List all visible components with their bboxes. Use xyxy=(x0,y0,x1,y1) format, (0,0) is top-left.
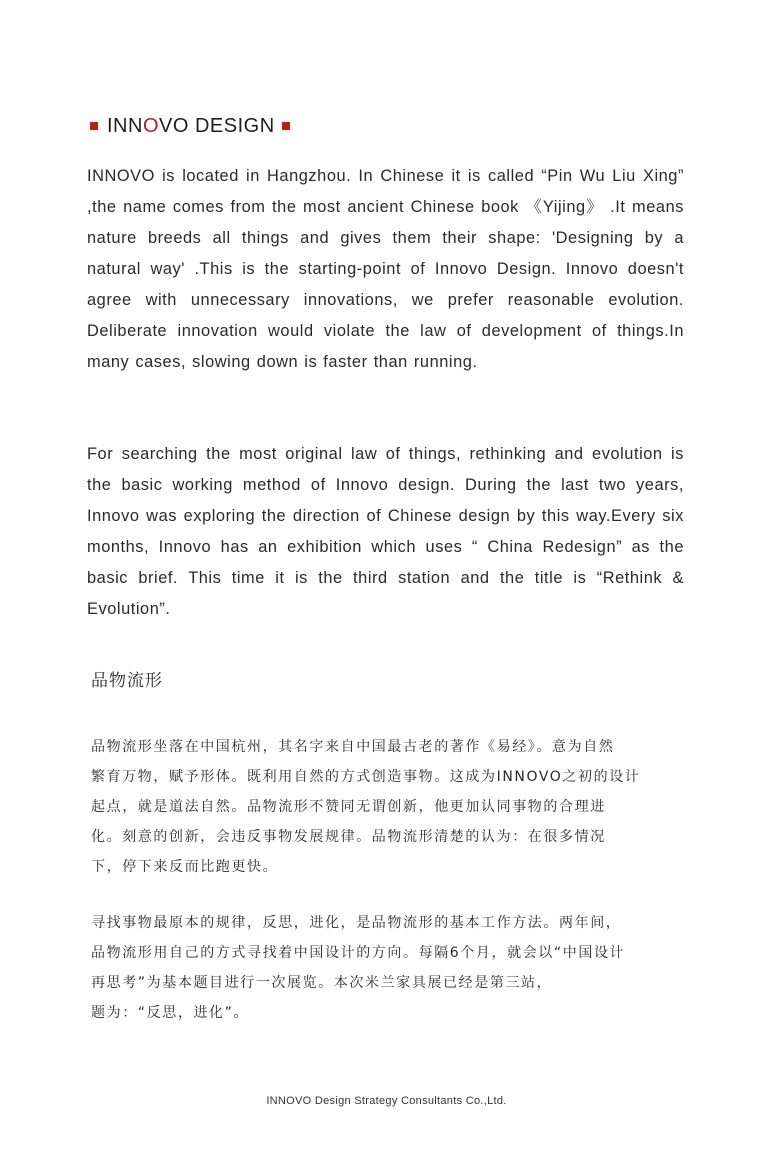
red-square-bullet-icon xyxy=(90,122,98,130)
heading-text-start: INN xyxy=(107,114,143,137)
page-footer: INNOVO Design Strategy Consultants Co.,Ltd. xyxy=(266,1095,507,1107)
chinese-paragraph-line: 下，停下来反而比跑更快。 xyxy=(91,859,279,875)
chinese-title: 品物流形 xyxy=(91,671,163,691)
chinese-paragraph-line: 品物流形用自己的方式寻找着中国设计的方向。每隔6个月，就会以“中国设计 xyxy=(91,945,626,961)
chinese-paragraph-line: 繁育万物，赋予形体。既利用自然的方式创造事物。这成为INNOVO之初的设计 xyxy=(91,769,641,785)
english-paragraph-2: For searching the most original law of things, rethinking and evolution is the basic working method of Innovo design. During the last two years, Innovo was exploring the direction of Chinese design by this way.Every six months, Innovo has an exhibition which uses “ China Redesign” as the basic brief. This time it is the third station and the title is “Rethink & Evolution”. xyxy=(87,445,684,618)
chinese-paragraph-line: 寻找事物最原本的规律，反思，进化，是品物流形的基本工作方法。两年间， xyxy=(91,915,622,931)
section-heading xyxy=(90,113,290,139)
chinese-paragraph-1 xyxy=(91,732,691,882)
chinese-paragraph-line: 品物流形坐落在中国杭州，其名字来自中国最古老的著作《易经》。意为自然 xyxy=(91,739,615,755)
heading-accent-letter: O xyxy=(142,114,160,137)
chinese-paragraph-line: 化。刻意的创新，会违反事物发展规律。品物流形清楚的认为：在很多情况 xyxy=(91,829,606,845)
chinese-paragraph-line: 再思考”为基本题目进行一次展览。本次米兰家具展已经是第三站， xyxy=(91,975,553,991)
heading-text-end: VO DESIGN xyxy=(159,114,275,137)
red-square-bullet-icon xyxy=(282,122,290,130)
chinese-paragraph-2 xyxy=(91,908,691,1028)
english-paragraph-1: INNOVO is located in Hangzhou. In Chinese it is called “Pin Wu Liu Xing” ,the name comes from the most ancient Chinese book 《Yijing》 .It means nature breeds all things and gives them their shape: 'Designing by a natural way' .This is the starting-point of Innovo Design. Innovo doesn't agree with unnecessary innovations, we prefer reasonable evolution. Deliberate innovation would violate the law of development of things.In many cases, slowing down is faster than running. xyxy=(87,167,684,371)
chinese-paragraph-line: 起点，就是道法自然。品物流形不赞同无谓创新，他更加认同事物的合理进 xyxy=(91,799,606,815)
chinese-paragraph-line: 题为：“反思，进化”。 xyxy=(91,1005,250,1021)
